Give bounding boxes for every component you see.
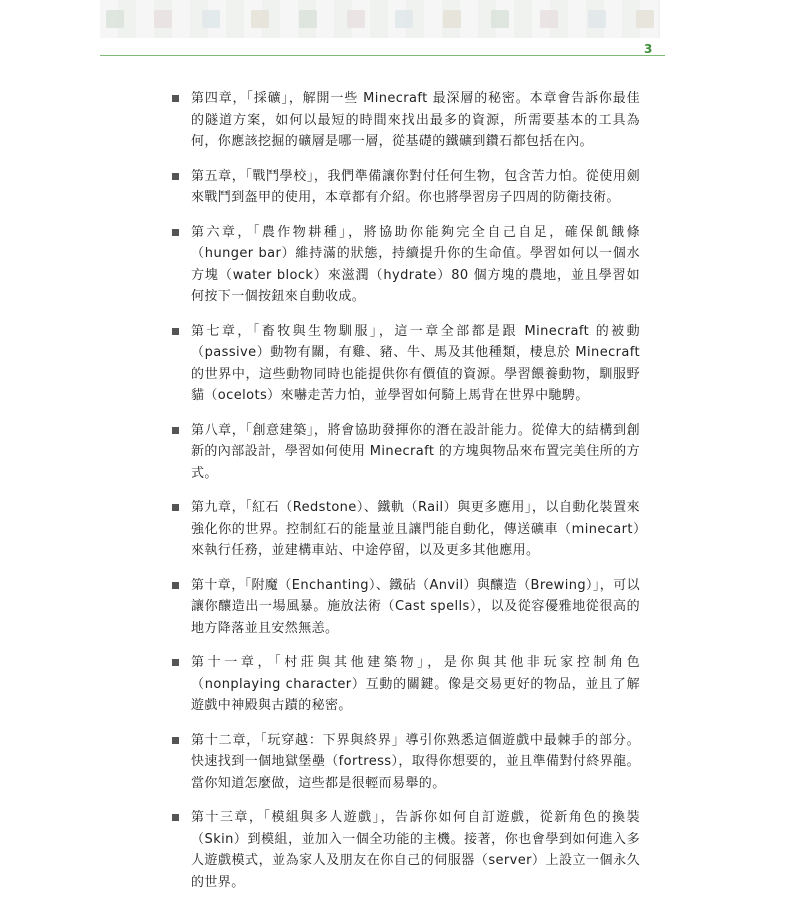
heart-icon [202,10,220,28]
square-bullet-icon [172,737,179,744]
list-item-chapter-12 [170,730,640,795]
chest-icon [491,10,509,28]
sword-icon [106,10,124,28]
chapter-6-text: 第六章，「農作物耕種」，將協助你能夠完全自己自足，確保飢餓條（hunger bar）維持滿的狀態，持續提升你的生命值。學習如何以一個水方塊（water block）來滋潤（hydrate）80 個方塊的農地，並且學習如何按下一個按鈕來自動收成。 [191,224,640,304]
list-item-chapter-9 [170,497,640,562]
gem-icon [299,10,317,28]
square-bullet-icon [172,659,179,666]
apple-icon [347,10,365,28]
chapter-4-text: 第四章，「採礦」，解開一些 Minecraft 最深層的秘密。本章會告訴你最佳的隧道方案，如何以最短的時間來找出最多的資源，所需要基本的工具為何，你應該挖掘的礦層是哪一層，從基礎的鐵礦到鑽石都包括在內。 [191,91,640,149]
square-bullet-icon [172,328,179,335]
header-rule [100,55,665,56]
chapter-7-text: 第七章，「畜牧與生物馴服」，這一章全部都是跟 Minecraft 的被動（passive）動物有關，有雞、豬、牛、馬及其他種類，棲息於 Minecraft 的世界中，這些動物同時也能提供你有價值的資源。學習餵養動物，馴服野貓（ocelots）來嚇走苦力怕，並學習如何騎上馬背在世界中馳騁。 [191,323,640,403]
chapter-10-text: 第十章，「附魔（Enchanting）、鐵砧（Anvil）與釀造（Brewing）」，可以讓你釀造出一場風暴。施放法術（Cast spells），以及從容優雅地從很高的地方降落並且安然無恙。 [191,577,641,636]
bow-icon [251,10,269,28]
chapter-13-text: 第十三章，「模組與多人遊戲」，告訴你如何自訂遊戲，從新角色的換裝（Skin）到模組，並加入一個全功能的主機。接著，你也會學到如何進入多人遊戲模式，並為家人及朋友在你自己的伺服器（server）上設立一個永久的世界。 [191,810,640,890]
chapter-9-text: 第九章，「紅石（Redstone）、鐵軌（Rail）與更多應用」，以自動化裝置來強化你的世界。控制紅石的能量並且讓門能自動化，傳送礦車（minecart）來執行任務，並建構車站、中途停留，以及更多其他應用。 [191,500,640,558]
chapter-11-text: 第十一章，「村莊與其他建築物」，是你與其他非玩家控制角色（nonplaying character）互動的關鍵。像是交易更好的物品，並且了解遊戲中神殿與古蹟的秘密。 [191,655,640,713]
pickaxe-icon [154,10,172,28]
list-item-chapter-7 [170,321,640,407]
page-number: 3 [644,42,653,56]
list-item-chapter-10 [170,575,640,640]
square-bullet-icon [172,173,179,180]
header-icon-band [100,0,660,38]
chapter-5-text: 第五章，「戰鬥學校」，我們準備讓你對付任何生物，包含苦力怕。從使用劍來戰鬥到盔甲的使用，本章都有介紹。你也將學習房子四周的防衛技術。 [191,168,640,205]
list-item-chapter-6 [170,222,640,308]
list-item-chapter-5 [170,166,640,209]
square-bullet-icon [172,95,179,102]
chapter-8-text: 第八章，「創意建築」，將會協助發揮你的潛在設計能力。從偉大的結構到創新的內部設計，學習如何使用 Minecraft 的方塊與物品來布置完美住所的方式。 [191,422,640,481]
square-bullet-icon [172,229,179,236]
list-item-chapter-8 [170,420,640,485]
list-item-chapter-11 [170,652,640,717]
list-item-chapter-13 [170,807,640,893]
chapter-12-text: 第十二章，「玩穿越：下界與終界」導引你熟悉這個遊戲中最棘手的部分。快速找到一個地獄堡壘（fortress），取得你想要的，並且準備對付終界龍。當你知道怎麼做，這些都是很輕而易舉的。 [191,732,640,791]
slime-icon [443,10,461,28]
square-bullet-icon [172,427,179,434]
list-item-chapter-4 [170,88,640,153]
chapter-list [170,88,640,906]
square-bullet-icon [172,504,179,511]
square-bullet-icon [172,814,179,821]
square-bullet-icon [172,582,179,589]
bone-icon [588,10,606,28]
armor-icon [395,10,413,28]
fish-icon [540,10,558,28]
block-icon [636,10,654,28]
